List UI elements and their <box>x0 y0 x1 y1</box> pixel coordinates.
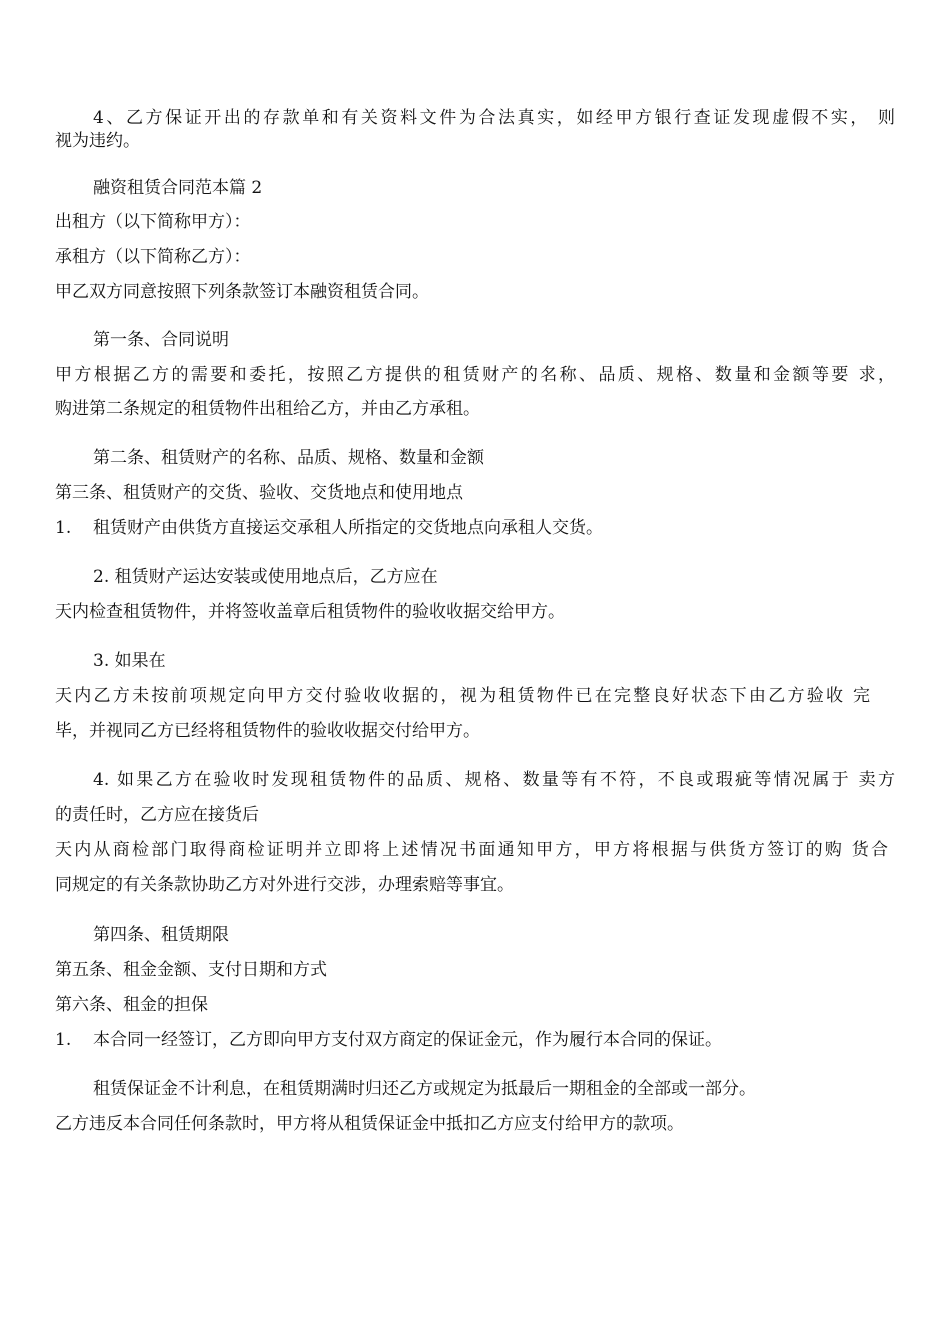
agreement-line: 甲乙双方同意按照下列条款签订本融资租赁合同。 <box>55 282 429 302</box>
list-number: 1. <box>55 1030 72 1050</box>
article-1-line-2: 购进第二条规定的租赁物件出租给乙方，并由乙方承租。 <box>55 399 480 419</box>
lessor-line: 出租方（以下简称甲方）： <box>55 212 251 232</box>
article-6-heading: 第六条、租金的担保 <box>55 995 208 1015</box>
article-3-item-2-cont: 天内检查租赁物件，并将签收盖章后租赁物件的验收收据交给甲方。 <box>55 602 565 622</box>
article-6-para-1: 租赁保证金不计利息，在租赁期满时归还乙方或规定为抵最后一期租金的全部或一部分。 <box>93 1079 756 1099</box>
article-6-item-1 <box>55 1029 895 1051</box>
article-4-heading: 第四条、租赁期限 <box>93 925 229 945</box>
article-2-heading: 第二条、租赁财产的名称、品质、规格、数量和金额 <box>93 448 484 468</box>
article-3-item-3-cont-1: 天内乙方未按前项规定向甲方交付验收收据的，视为租赁物件已在完整良好状态下由乙方验收 完 <box>55 686 870 706</box>
article-1-line-1: 甲方根据乙方的需要和委托，按照乙方提供的租赁财产的名称、品质、规格、数量和金额等要 求， <box>55 365 895 385</box>
article-3-item-1 <box>55 517 895 539</box>
clause-4-line-1: 4、乙方保证开出的存款单和有关资料文件为合法真实，如经甲方银行查证发现虚假不实， 则 <box>93 108 895 128</box>
clause-4-line-2: 视为违约。 <box>55 131 140 151</box>
lessee-line: 承租方（以下简称乙方）： <box>55 247 251 267</box>
article-3-item-4-line-1: 4. 如果乙方在验收时发现租赁物件的品质、规格、数量等有不符，不良或瑕疵等情况属于 卖方 <box>93 770 895 790</box>
article-3-item-4-line-3: 天内从商检部门取得商检证明并立即将上述情况书面通知甲方，甲方将根据与供货方签订的购 货合 <box>55 840 888 860</box>
section-title: 融资租赁合同范本篇 2 <box>93 178 263 198</box>
article-1-heading: 第一条、合同说明 <box>93 330 229 350</box>
list-number: 1. <box>55 518 72 538</box>
article-3-heading: 第三条、租赁财产的交货、验收、交货地点和使用地点 <box>55 483 463 503</box>
article-3-item-4-line-4: 同规定的有关条款协助乙方对外进行交涉，办理索赔等事宜。 <box>55 875 514 895</box>
article-3-item-2: 2. 租赁财产运达安装或使用地点后，乙方应在 <box>93 567 438 587</box>
article-6-para-2: 乙方违反本合同任何条款时，甲方将从租赁保证金中抵扣乙方应支付给甲方的款项。 <box>55 1114 684 1134</box>
article-3-item-4-line-2: 的责任时，乙方应在接货后 <box>55 805 259 825</box>
article-3-item-3-cont-2: 毕，并视同乙方已经将租赁物件的验收收据交付给甲方。 <box>55 721 480 741</box>
article-6-item-1-text: 本合同一经签订，乙方即向甲方支付双方商定的保证金元，作为履行本合同的保证。 <box>93 1030 722 1050</box>
article-3-item-1-text: 租赁财产由供货方直接运交承租人所指定的交货地点向承租人交货。 <box>93 518 603 538</box>
article-5-heading: 第五条、租金金额、支付日期和方式 <box>55 960 327 980</box>
article-3-item-3: 3. 如果在 <box>93 651 166 671</box>
